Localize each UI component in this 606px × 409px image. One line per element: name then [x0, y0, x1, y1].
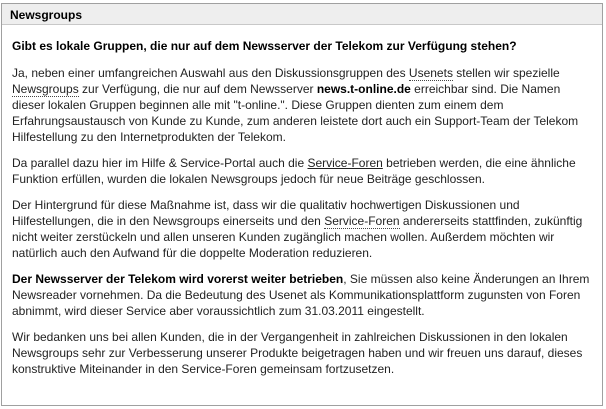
panel-body: [2, 25, 602, 377]
usenet-glossary-term[interactable]: Usenets: [408, 66, 453, 80]
paragraph-background: [12, 197, 592, 261]
service-foren-glossary-term[interactable]: Service-Foren: [324, 214, 400, 228]
newsgroups-panel: [1, 3, 603, 406]
background-text-2: andererseits stattfinden, zukünftig nicht weiter zerstückeln und allen unseren Kunden zugänglich machen wollen. Außerdem möchten wir natürlich auch den Aufwand für die doppelte Moderation reduzieren.: [12, 214, 583, 260]
service-foren-link[interactable]: Service-Foren: [307, 156, 383, 170]
background-text-1: Der Hintergrund für diese Maßnahme ist, dass wir die qualitativ hochwertigen Diskussionen und Hilfestellungen, die in den Newsgroups einerseits und den: [12, 198, 520, 228]
newsserver-status-text: , Sie müssen also keine Änderungen an Ihrem Newsreader vornehmen. Da die Bedeutung des Usenet als Kommunikationsplattform zugunsten von Foren abnimmt, wird dieser Service aber voraussichtlich zum 31.03.2011 eingestellt.: [12, 272, 590, 318]
foren-text-1: Da parallel dazu hier im Hilfe & Service-Portal auch die: [12, 156, 308, 170]
newsserver-name: news.t-online.de: [316, 82, 411, 96]
paragraph-intro: [12, 65, 592, 145]
thanks-text: Wir bedanken uns bei allen Kunden, die in der Vergangenheit in zahlreichen Diskussionen in den lokalen Newsgroups sehr zur Verbesserung unserer Produkte beigetragen haben und wir freuen uns darauf, dieses konstruktive Miteinander in den Service-Foren gemeinsam fortzusetzen.: [12, 330, 583, 376]
foren-text-2: betrieben werden, die eine ähnliche Funktion erfüllen, wurden die lokalen Newsgroups jedoch für neue Beiträge geschlossen.: [12, 156, 576, 186]
intro-text-3: zur Verfügung, die nur auf dem Newsserver: [78, 82, 317, 96]
paragraph-thanks: [12, 329, 592, 377]
panel-title: Newsgroups: [2, 4, 602, 25]
paragraph-newsserver-status: [12, 271, 592, 319]
intro-text-4: erreichbar sind. Die Namen dieser lokalen Gruppen beginnen alle mit "t-online.". Diese Gruppen dienten zum einem dem Erfahrungsaustausch von Kunde zu Kunde, zum anderen leistete dort auch ein Support-Team der Telekom Hilfestellung zu den Internetprodukten der Telekom.: [12, 82, 579, 144]
faq-question: Gibt es lokale Gruppen, die nur auf dem Newsserver der Telekom zur Verfügung stehen?: [12, 39, 517, 53]
paragraph-service-foren: [12, 155, 592, 187]
intro-text-1: Ja, neben einer umfangreichen Auswahl aus den Diskussionsgruppen des: [12, 66, 409, 80]
newsgroups-glossary-term[interactable]: Newsgroups: [12, 82, 79, 96]
newsserver-status-bold: Der Newsserver der Telekom wird vorerst weiter betrieben: [12, 272, 344, 286]
intro-text-2: stellen wir spezielle: [452, 66, 560, 80]
